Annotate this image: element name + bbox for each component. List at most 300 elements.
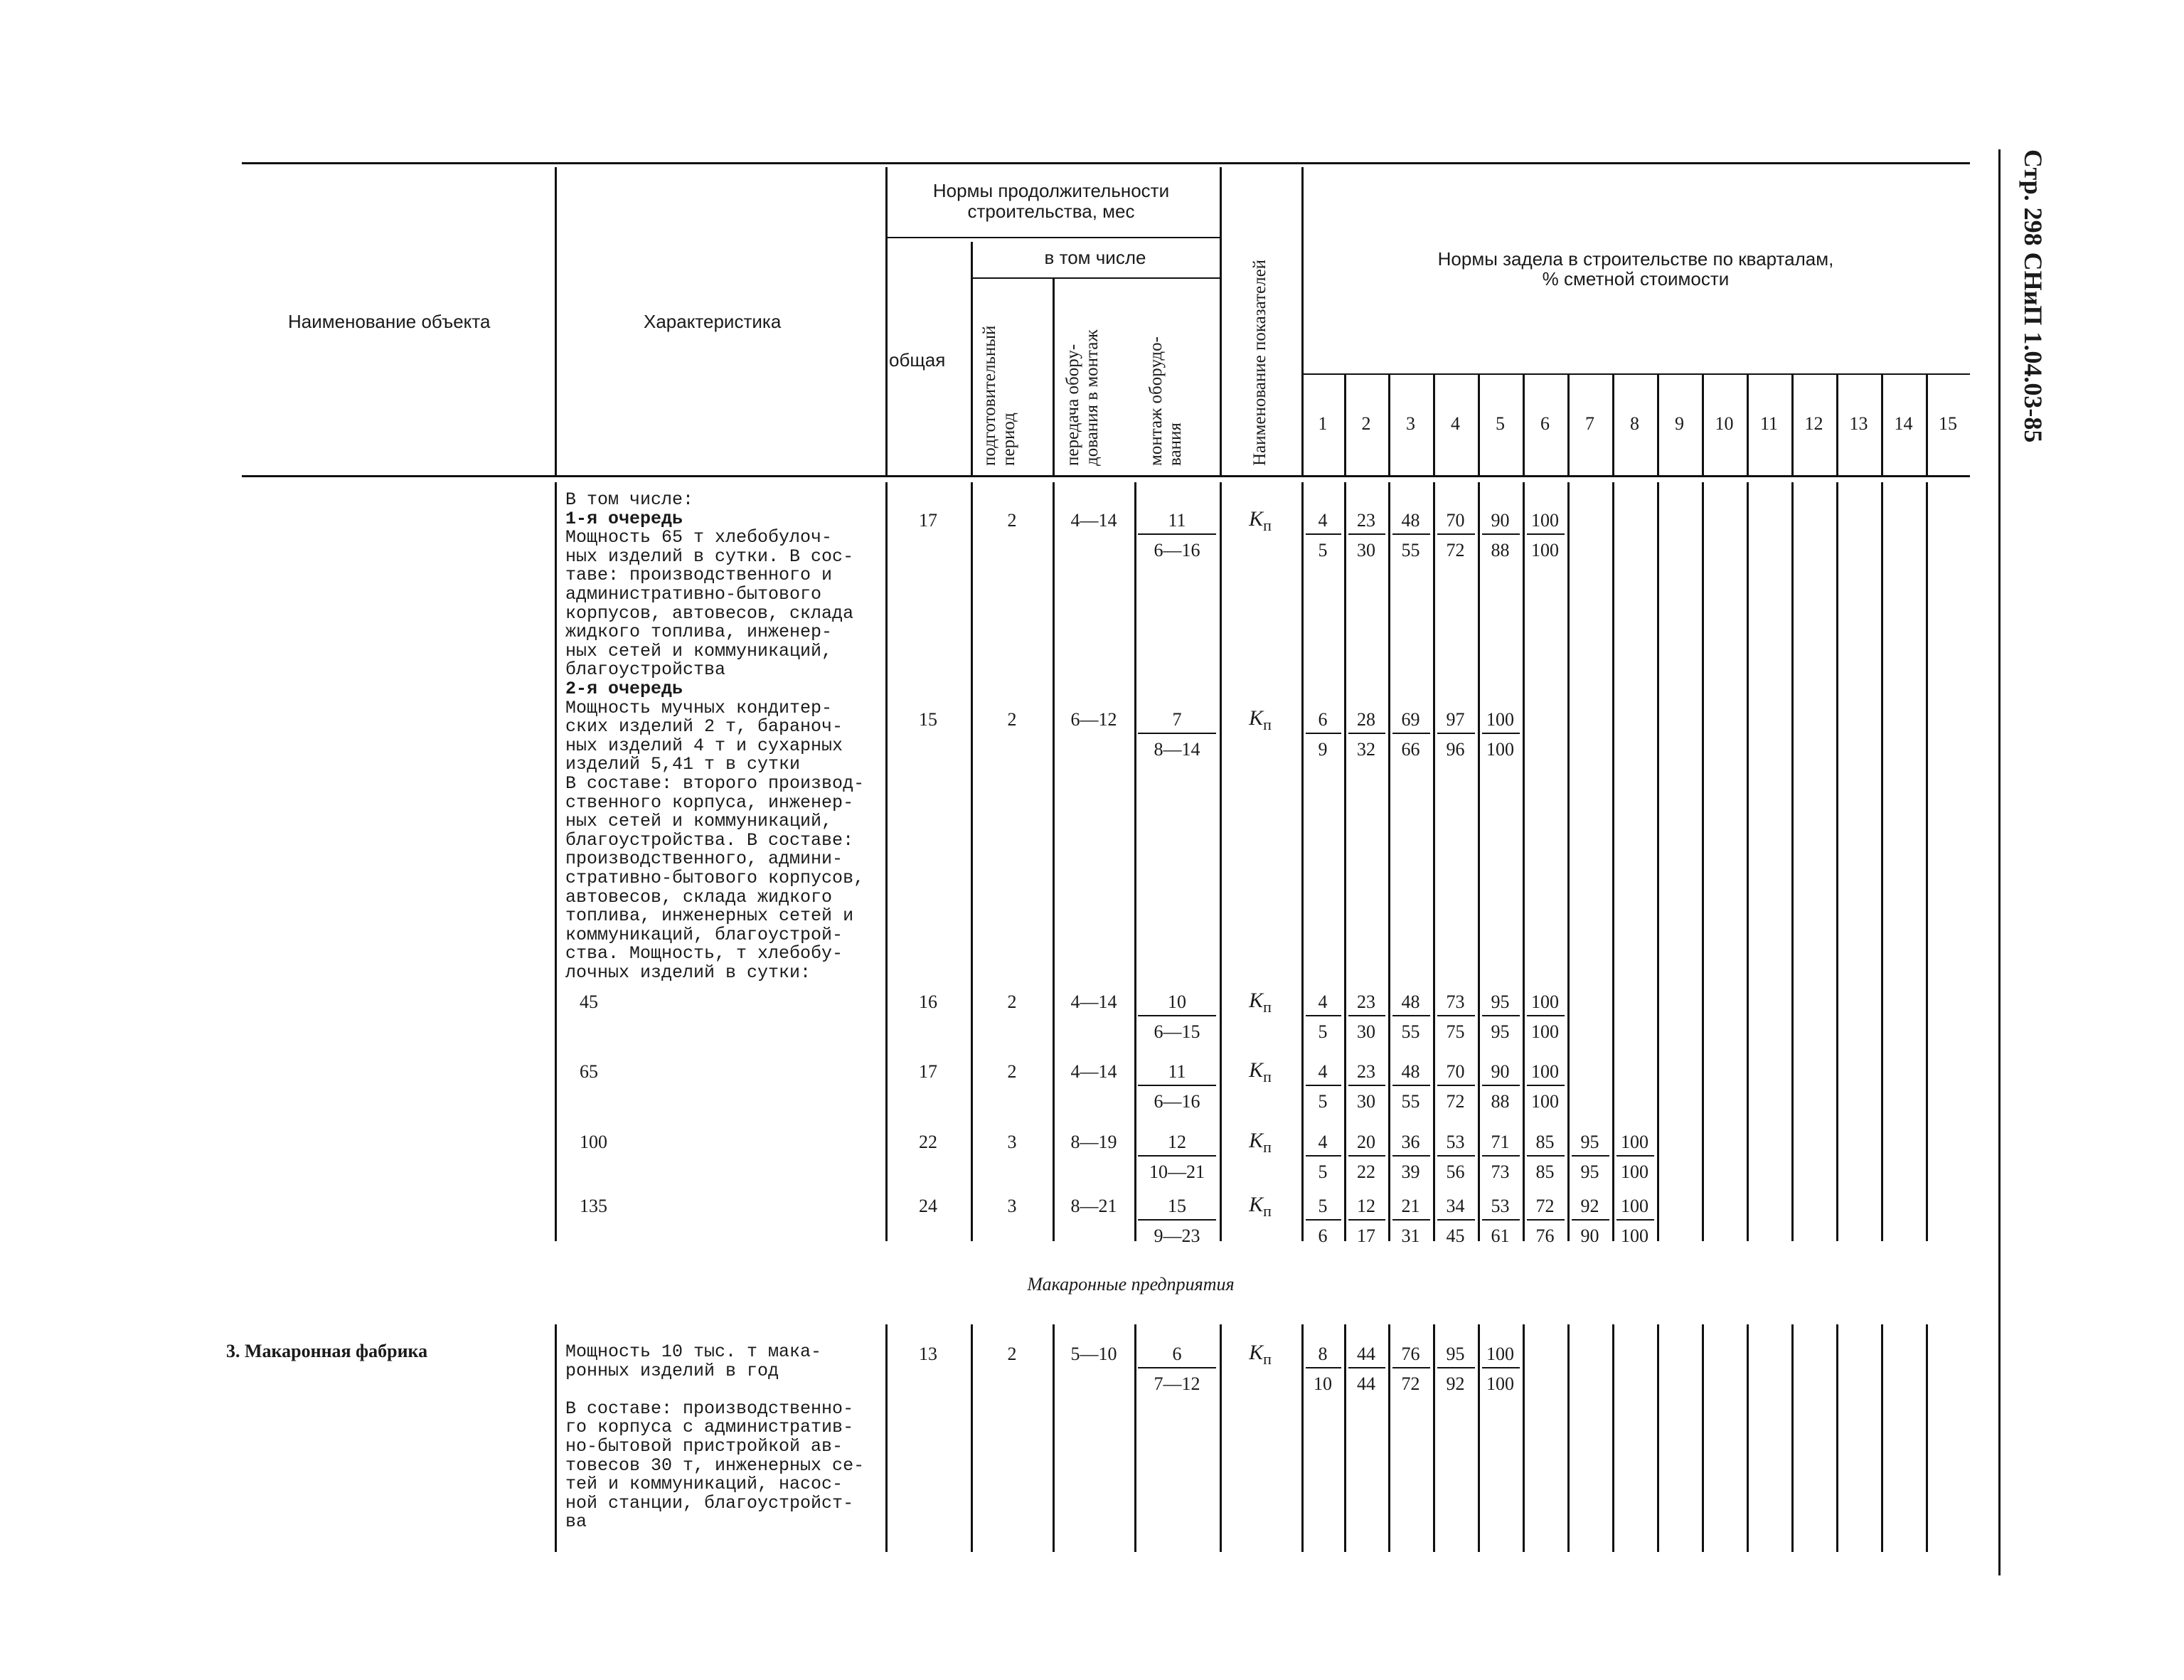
header-characteristic: Характеристика bbox=[644, 311, 782, 332]
quarter-column-rule bbox=[1478, 1324, 1480, 1552]
quarters-rule bbox=[1301, 373, 1970, 375]
fraction-rule bbox=[1306, 1219, 1341, 1221]
quarter-column-rule bbox=[1702, 373, 1704, 475]
backlog-bottom-value: 55 bbox=[1401, 540, 1420, 560]
backlog-bottom-value: 72 bbox=[1446, 1091, 1465, 1112]
body-column-rule bbox=[885, 1324, 888, 1552]
quarter-number: 8 bbox=[1630, 413, 1639, 434]
header-backlog-norms: Нормы задела в строительстве по кварталам, bbox=[1437, 248, 1834, 270]
fraction-rule bbox=[1392, 1367, 1430, 1368]
equip-transfer-value: 8—21 bbox=[1070, 1196, 1117, 1216]
prep-period-value: 3 bbox=[1007, 1196, 1017, 1216]
fraction-rule bbox=[1437, 1015, 1475, 1016]
characteristic-line: ных изделий 4 т и сухарных bbox=[565, 735, 843, 756]
indicator-sub: п bbox=[1263, 998, 1272, 1016]
fraction-rule bbox=[1437, 1085, 1475, 1086]
backlog-bottom-value: 31 bbox=[1401, 1226, 1420, 1246]
equip-install-top: 10 bbox=[1168, 991, 1186, 1012]
backlog-top-value: 95 bbox=[1580, 1132, 1599, 1152]
fraction-rule bbox=[1138, 1015, 1216, 1016]
fraction-rule bbox=[1527, 1155, 1565, 1157]
fraction-rule bbox=[1306, 733, 1341, 734]
backlog-bottom-value: 9 bbox=[1318, 739, 1328, 760]
total-duration: 22 bbox=[919, 1132, 937, 1152]
body-column-rule bbox=[555, 1324, 557, 1552]
characteristic-line: но-бытовой пристройкой ав- bbox=[565, 1436, 843, 1457]
backlog-top-value: 8 bbox=[1318, 1344, 1328, 1364]
quarter-number: 1 bbox=[1318, 413, 1328, 434]
fraction-rule bbox=[1138, 1085, 1216, 1086]
fraction-rule bbox=[1306, 1155, 1341, 1157]
header-backlog-norms: % сметной стоимости bbox=[1542, 268, 1730, 289]
backlog-top-value: 5 bbox=[1318, 1196, 1328, 1216]
equip-install-top: 11 bbox=[1168, 1061, 1186, 1082]
body-column-rule bbox=[1134, 1324, 1136, 1552]
fraction-rule bbox=[1392, 1085, 1430, 1086]
characteristic-line: товесов 30 т, инженерных се- bbox=[565, 1455, 865, 1476]
quarter-column-rule bbox=[1702, 482, 1704, 1241]
backlog-top-value: 44 bbox=[1357, 1344, 1375, 1364]
characteristic-line: Мощность 10 тыс. т мака- bbox=[565, 1341, 822, 1362]
characteristic-line: стративно-бытового корпусов, bbox=[565, 868, 865, 888]
quarter-column-rule bbox=[1344, 482, 1346, 1241]
section-title: Макаронные предприятия bbox=[1027, 1274, 1235, 1294]
characteristic-line: автовесов, склада жидкого bbox=[565, 886, 833, 908]
backlog-top-value: 100 bbox=[1621, 1132, 1648, 1152]
backlog-bottom-value: 45 bbox=[1446, 1226, 1465, 1246]
fraction-rule bbox=[1437, 733, 1475, 734]
quarter-column-rule bbox=[1388, 373, 1390, 475]
backlog-bottom-value: 95 bbox=[1491, 1021, 1510, 1042]
indicator-kp: $К_п$ bbox=[1249, 706, 1272, 733]
backlog-bottom-value: 61 bbox=[1491, 1226, 1510, 1246]
body-column-rule bbox=[1220, 1324, 1222, 1552]
backlog-bottom-value: 100 bbox=[1486, 1373, 1514, 1394]
backlog-bottom-value: 39 bbox=[1401, 1161, 1420, 1182]
quarter-column-rule bbox=[1836, 373, 1838, 475]
quarter-column-rule bbox=[1344, 373, 1346, 475]
body-column-rule bbox=[971, 1324, 973, 1552]
indicator-sub: п bbox=[1263, 1138, 1272, 1156]
fraction-rule bbox=[1348, 533, 1385, 535]
quarter-column-rule bbox=[1567, 1324, 1570, 1552]
header-including: в том числе bbox=[1044, 247, 1146, 268]
body-column-rule bbox=[1301, 1324, 1304, 1552]
quarter-column-rule bbox=[1433, 482, 1435, 1241]
capacity-value: 45 bbox=[580, 991, 598, 1012]
quarter-column-rule bbox=[1791, 373, 1794, 475]
backlog-bottom-value: 72 bbox=[1401, 1373, 1420, 1394]
capacity-value: 100 bbox=[580, 1132, 607, 1152]
backlog-bottom-value: 44 bbox=[1357, 1373, 1375, 1394]
backlog-bottom-value: 32 bbox=[1357, 739, 1375, 760]
backlog-bottom-value: 100 bbox=[1486, 739, 1514, 760]
fraction-rule bbox=[1348, 1155, 1385, 1157]
characteristic-line: го корпуса с административ- bbox=[565, 1417, 854, 1438]
header-column-rule bbox=[885, 167, 888, 475]
fraction-rule bbox=[1482, 733, 1520, 734]
characteristic-line: ных сетей и коммуникаций, bbox=[565, 811, 833, 832]
body-column-rule bbox=[1134, 482, 1136, 1241]
quarter-column-rule bbox=[1344, 1324, 1346, 1552]
backlog-top-value: 4 bbox=[1318, 1132, 1328, 1152]
characteristic-line: производственного, админи- bbox=[565, 849, 843, 870]
header-subrule bbox=[971, 277, 1220, 279]
capacity-value: 135 bbox=[580, 1196, 607, 1216]
backlog-top-value: 23 bbox=[1357, 1061, 1375, 1082]
fraction-rule bbox=[1616, 1219, 1654, 1221]
quarter-number: 15 bbox=[1939, 413, 1957, 434]
backlog-bottom-value: 30 bbox=[1357, 540, 1375, 560]
indicator-kp: $К_п$ bbox=[1249, 989, 1272, 1016]
backlog-bottom-value: 90 bbox=[1580, 1226, 1599, 1246]
header-column-rule bbox=[555, 167, 557, 475]
backlog-bottom-value: 5 bbox=[1318, 1021, 1328, 1042]
fraction-rule bbox=[1482, 1155, 1520, 1157]
fraction-rule bbox=[1527, 1015, 1565, 1016]
equip-install-top: 12 bbox=[1168, 1132, 1186, 1152]
indicator-kp: $К_п$ bbox=[1249, 1129, 1272, 1156]
fraction-rule bbox=[1138, 1155, 1216, 1157]
characteristic-line: изделий 5,41 т в сутки bbox=[565, 754, 801, 775]
fraction-rule bbox=[1482, 1219, 1520, 1221]
equip-transfer-value: 4—14 bbox=[1070, 1061, 1117, 1082]
quarter-column-rule bbox=[1791, 482, 1794, 1241]
backlog-top-value: 53 bbox=[1491, 1196, 1510, 1216]
total-duration: 17 bbox=[919, 1061, 937, 1082]
header-norms-duration: Нормы продолжительности bbox=[932, 180, 1170, 201]
fraction-rule bbox=[1572, 1155, 1609, 1157]
backlog-bottom-value: 5 bbox=[1318, 1161, 1328, 1182]
equip-install-bottom: 6—15 bbox=[1154, 1021, 1200, 1042]
fraction-rule bbox=[1527, 533, 1565, 535]
backlog-bottom-value: 100 bbox=[1531, 540, 1559, 560]
backlog-top-value: 95 bbox=[1446, 1344, 1465, 1364]
backlog-top-value: 95 bbox=[1491, 991, 1510, 1012]
backlog-bottom-value: 100 bbox=[1531, 1021, 1559, 1042]
backlog-top-value: 92 bbox=[1580, 1196, 1599, 1216]
quarter-number: 13 bbox=[1849, 413, 1868, 434]
backlog-top-value: 48 bbox=[1401, 991, 1420, 1012]
backlog-top-value: 48 bbox=[1401, 510, 1420, 531]
characteristic-line: ственного корпуса, инженер- bbox=[565, 792, 854, 813]
total-duration: 16 bbox=[919, 991, 937, 1012]
page-border-line bbox=[1998, 149, 2001, 1575]
characteristic-line: ной станции, благоустройст- bbox=[565, 1492, 854, 1514]
equip-transfer-value: 4—14 bbox=[1070, 991, 1117, 1012]
fraction-rule bbox=[1392, 1015, 1430, 1016]
backlog-top-value: 76 bbox=[1401, 1344, 1420, 1364]
characteristic-line: благоустройства. В составе: bbox=[565, 829, 854, 851]
backlog-bottom-value: 22 bbox=[1357, 1161, 1375, 1182]
total-duration: 13 bbox=[919, 1344, 937, 1364]
backlog-top-value: 6 bbox=[1318, 709, 1328, 730]
body-column-rule bbox=[1053, 482, 1055, 1241]
equip-install-top: 7 bbox=[1172, 709, 1182, 730]
backlog-top-value: 70 bbox=[1446, 510, 1465, 531]
capacity-value: 65 bbox=[580, 1061, 598, 1082]
fraction-rule bbox=[1437, 533, 1475, 535]
equip-transfer-value: 4—14 bbox=[1070, 510, 1117, 531]
indicator-kp: $К_п$ bbox=[1249, 1193, 1272, 1220]
characteristic-line: таве: производственного и bbox=[565, 565, 833, 586]
backlog-bottom-value: 66 bbox=[1401, 739, 1420, 760]
backlog-bottom-value: 75 bbox=[1446, 1021, 1465, 1042]
header-subrule bbox=[885, 237, 1220, 238]
fraction-rule bbox=[1138, 1219, 1216, 1221]
quarter-number: 3 bbox=[1406, 413, 1415, 434]
header-column-rule bbox=[1053, 277, 1055, 475]
quarter-column-rule bbox=[1433, 1324, 1435, 1552]
backlog-top-value: 34 bbox=[1446, 1196, 1465, 1216]
fraction-rule bbox=[1306, 533, 1341, 535]
header-top-rule bbox=[242, 162, 1970, 164]
characteristic-line: коммуникаций, благоустрой- bbox=[565, 924, 843, 945]
prep-period-value: 2 bbox=[1007, 1061, 1017, 1082]
prep-period-value: 2 bbox=[1007, 709, 1017, 730]
characteristic-line: жидкого топлива, инженер- bbox=[565, 622, 833, 643]
prep-period-value: 2 bbox=[1007, 1344, 1017, 1364]
equip-install-top: 15 bbox=[1168, 1196, 1186, 1216]
backlog-bottom-value: 6 bbox=[1318, 1226, 1328, 1246]
body-column-rule bbox=[971, 482, 973, 1241]
backlog-bottom-value: 56 bbox=[1446, 1161, 1465, 1182]
header-equip-transfer: передача обору- bbox=[1063, 344, 1082, 466]
indicator-sub: п bbox=[1263, 1068, 1272, 1085]
quarter-column-rule bbox=[1567, 373, 1570, 475]
characteristic-line: ских изделий 2 т, бараноч- bbox=[565, 716, 843, 738]
quarter-column-rule bbox=[1791, 1324, 1794, 1552]
header-object-name: Наименование объекта bbox=[288, 311, 491, 332]
quarter-column-rule bbox=[1478, 482, 1480, 1241]
backlog-bottom-value: 55 bbox=[1401, 1021, 1420, 1042]
quarter-number: 5 bbox=[1496, 413, 1505, 434]
fraction-rule bbox=[1437, 1367, 1475, 1368]
indicator-sub: п bbox=[1263, 516, 1272, 534]
fraction-rule bbox=[1392, 1219, 1430, 1221]
header-column-rule bbox=[1301, 167, 1304, 475]
backlog-top-value: 70 bbox=[1446, 1061, 1465, 1082]
equip-transfer-value: 6—12 bbox=[1070, 709, 1117, 730]
backlog-top-value: 100 bbox=[1531, 510, 1559, 531]
quarter-column-rule bbox=[1747, 1324, 1749, 1552]
header-prep-period: период bbox=[999, 413, 1018, 466]
fraction-rule bbox=[1348, 1085, 1385, 1086]
fraction-rule bbox=[1572, 1219, 1609, 1221]
quarter-column-rule bbox=[1657, 482, 1659, 1241]
fraction-rule bbox=[1348, 1367, 1385, 1368]
header-prep-period: подготовительный bbox=[980, 325, 999, 466]
backlog-bottom-value: 30 bbox=[1357, 1091, 1375, 1112]
quarter-column-rule bbox=[1881, 373, 1883, 475]
quarter-column-rule bbox=[1926, 373, 1928, 475]
backlog-bottom-value: 72 bbox=[1446, 540, 1465, 560]
quarter-number: 9 bbox=[1675, 413, 1684, 434]
backlog-top-value: 53 bbox=[1446, 1132, 1465, 1152]
fraction-rule bbox=[1392, 533, 1430, 535]
quarter-column-rule bbox=[1836, 482, 1838, 1241]
body-column-rule bbox=[1301, 482, 1304, 1241]
characteristic-line: В составе: второго производ- bbox=[565, 773, 865, 794]
quarter-column-rule bbox=[1836, 1324, 1838, 1552]
equip-install-bottom: 9—23 bbox=[1154, 1226, 1200, 1246]
quarter-number: 10 bbox=[1715, 413, 1734, 434]
backlog-bottom-value: 95 bbox=[1580, 1161, 1599, 1182]
equip-install-bottom: 7—12 bbox=[1154, 1373, 1200, 1394]
backlog-bottom-value: 30 bbox=[1357, 1021, 1375, 1042]
backlog-top-value: 23 bbox=[1357, 991, 1375, 1012]
backlog-bottom-value: 92 bbox=[1446, 1373, 1465, 1394]
backlog-top-value: 100 bbox=[1531, 991, 1559, 1012]
quarter-number: 7 bbox=[1585, 413, 1594, 434]
header-total: общая bbox=[889, 349, 946, 371]
fraction-rule bbox=[1527, 1219, 1565, 1221]
fraction-rule bbox=[1482, 1085, 1520, 1086]
backlog-top-value: 23 bbox=[1357, 510, 1375, 531]
backlog-bottom-value: 10 bbox=[1314, 1373, 1332, 1394]
quarter-column-rule bbox=[1388, 482, 1390, 1241]
body-column-rule bbox=[555, 482, 557, 1241]
backlog-top-value: 100 bbox=[1486, 1344, 1514, 1364]
fraction-rule bbox=[1437, 1155, 1475, 1157]
quarter-column-rule bbox=[1926, 1324, 1928, 1552]
backlog-top-value: 12 bbox=[1357, 1196, 1375, 1216]
fraction-rule bbox=[1138, 533, 1216, 535]
quarter-column-rule bbox=[1881, 1324, 1883, 1552]
indicator-kp: $К_п$ bbox=[1249, 1341, 1272, 1368]
page-label: Стр. 298 СНиП 1.04.03-85 bbox=[2019, 149, 2047, 443]
backlog-top-value: 72 bbox=[1535, 1196, 1555, 1216]
characteristic-line: В том числе: bbox=[565, 489, 694, 510]
header-equip-transfer: дования в монтаж bbox=[1082, 329, 1102, 466]
fraction-rule bbox=[1306, 1367, 1341, 1368]
backlog-bottom-value: 5 bbox=[1318, 1091, 1328, 1112]
fraction-rule bbox=[1348, 1015, 1385, 1016]
header-equip-install: вания bbox=[1166, 422, 1185, 466]
backlog-top-value: 100 bbox=[1486, 709, 1514, 730]
characteristic-line: административно-бытового bbox=[565, 584, 822, 605]
backlog-top-value: 21 bbox=[1401, 1196, 1420, 1216]
characteristic-line: благоустройства bbox=[565, 659, 726, 681]
quarter-column-rule bbox=[1612, 1324, 1614, 1552]
quarter-column-rule bbox=[1657, 373, 1659, 475]
quarter-number: 2 bbox=[1361, 413, 1371, 434]
fraction-rule bbox=[1482, 1367, 1520, 1368]
equip-install-top: 11 bbox=[1168, 510, 1186, 531]
body-column-rule bbox=[1053, 1324, 1055, 1552]
characteristic-line: В составе: производственно- bbox=[565, 1398, 854, 1419]
backlog-bottom-value: 88 bbox=[1491, 1091, 1510, 1112]
quarter-column-rule bbox=[1433, 373, 1435, 475]
characteristic-line: топлива, инженерных сетей и bbox=[565, 905, 854, 927]
backlog-top-value: 4 bbox=[1318, 510, 1328, 531]
indicator-sub: п bbox=[1263, 1350, 1272, 1368]
backlog-bottom-value: 100 bbox=[1621, 1161, 1648, 1182]
characteristic-line: Мощность 65 т хлебобулоч- bbox=[565, 527, 833, 548]
characteristic-line: ных сетей и коммуникаций, bbox=[565, 640, 833, 661]
fraction-rule bbox=[1437, 1219, 1475, 1221]
total-duration: 15 bbox=[919, 709, 937, 730]
fraction-rule bbox=[1348, 733, 1385, 734]
quarter-number: 4 bbox=[1451, 413, 1460, 434]
quarter-number: 6 bbox=[1540, 413, 1550, 434]
backlog-bottom-value: 100 bbox=[1531, 1091, 1559, 1112]
prep-period-value: 2 bbox=[1007, 510, 1017, 531]
header-indicator-name: Наименование показателей bbox=[1250, 259, 1269, 466]
backlog-top-value: 36 bbox=[1401, 1132, 1420, 1152]
characteristic-line: тей и коммуникаций, насос- bbox=[565, 1474, 843, 1495]
backlog-top-value: 71 bbox=[1491, 1132, 1510, 1152]
backlog-top-value: 4 bbox=[1318, 991, 1328, 1012]
characteristic-line: лочных изделий в сутки: bbox=[565, 962, 811, 983]
quarter-column-rule bbox=[1523, 373, 1525, 475]
quarter-number: 12 bbox=[1804, 413, 1823, 434]
quarter-column-rule bbox=[1702, 1324, 1704, 1552]
backlog-top-value: 20 bbox=[1357, 1132, 1375, 1152]
quarter-column-rule bbox=[1926, 482, 1928, 1241]
indicator-sub: п bbox=[1263, 1202, 1272, 1220]
quarter-column-rule bbox=[1881, 482, 1883, 1241]
quarter-number: 14 bbox=[1894, 413, 1913, 434]
indicator-kp: $К_п$ bbox=[1249, 507, 1272, 534]
characteristic-line: корпусов, автовесов, склада bbox=[565, 602, 854, 624]
header-column-rule bbox=[1220, 167, 1222, 475]
backlog-bottom-value: 17 bbox=[1357, 1226, 1375, 1246]
fraction-rule bbox=[1306, 1085, 1341, 1086]
fraction-rule bbox=[1527, 1085, 1565, 1086]
backlog-bottom-value: 76 bbox=[1535, 1226, 1555, 1246]
backlog-top-value: 100 bbox=[1621, 1196, 1648, 1216]
quarter-number: 11 bbox=[1759, 413, 1779, 434]
equip-install-bottom: 6—16 bbox=[1154, 540, 1200, 560]
backlog-top-value: 48 bbox=[1401, 1061, 1420, 1082]
backlog-bottom-value: 88 bbox=[1491, 540, 1510, 560]
backlog-top-value: 4 bbox=[1318, 1061, 1328, 1082]
fraction-rule bbox=[1616, 1155, 1654, 1157]
characteristic-line: ных изделий в сутки. В сос- bbox=[565, 546, 854, 567]
equip-install-bottom: 8—14 bbox=[1154, 739, 1200, 760]
total-duration: 17 bbox=[919, 510, 937, 531]
indicator-sub: п bbox=[1263, 716, 1272, 733]
backlog-bottom-value: 96 bbox=[1446, 739, 1465, 760]
body-column-rule bbox=[1220, 482, 1222, 1241]
quarter-column-rule bbox=[1567, 482, 1570, 1241]
characteristic-line: ства. Мощность, т хлебобу- bbox=[565, 943, 843, 964]
backlog-top-value: 90 bbox=[1491, 510, 1510, 531]
characteristic-line: 1-я очередь bbox=[565, 508, 683, 529]
quarter-column-rule bbox=[1747, 482, 1749, 1241]
quarter-column-rule bbox=[1657, 1324, 1659, 1552]
equip-install-bottom: 6—16 bbox=[1154, 1091, 1200, 1112]
equip-transfer-value: 5—10 bbox=[1070, 1344, 1117, 1364]
backlog-bottom-value: 55 bbox=[1401, 1091, 1420, 1112]
fraction-rule bbox=[1138, 1367, 1216, 1368]
quarter-column-rule bbox=[1523, 1324, 1525, 1552]
backlog-top-value: 90 bbox=[1491, 1061, 1510, 1082]
header-norms-duration: строительства, мес bbox=[967, 201, 1135, 222]
indicator-kp: $К_п$ bbox=[1249, 1058, 1272, 1085]
header-equip-install: монтаж оборудо- bbox=[1146, 336, 1166, 466]
characteristic-line: Мощность мучных кондитер- bbox=[565, 697, 833, 718]
quarter-column-rule bbox=[1747, 373, 1749, 475]
backlog-top-value: 85 bbox=[1535, 1132, 1555, 1152]
fraction-rule bbox=[1138, 733, 1216, 734]
characteristic-line: 2-я очередь bbox=[565, 679, 683, 699]
object-name: 3. Макаронная фабрика bbox=[226, 1341, 428, 1361]
backlog-bottom-value: 73 bbox=[1491, 1161, 1510, 1182]
backlog-top-value: 100 bbox=[1531, 1061, 1559, 1082]
backlog-top-value: 69 bbox=[1401, 709, 1420, 730]
